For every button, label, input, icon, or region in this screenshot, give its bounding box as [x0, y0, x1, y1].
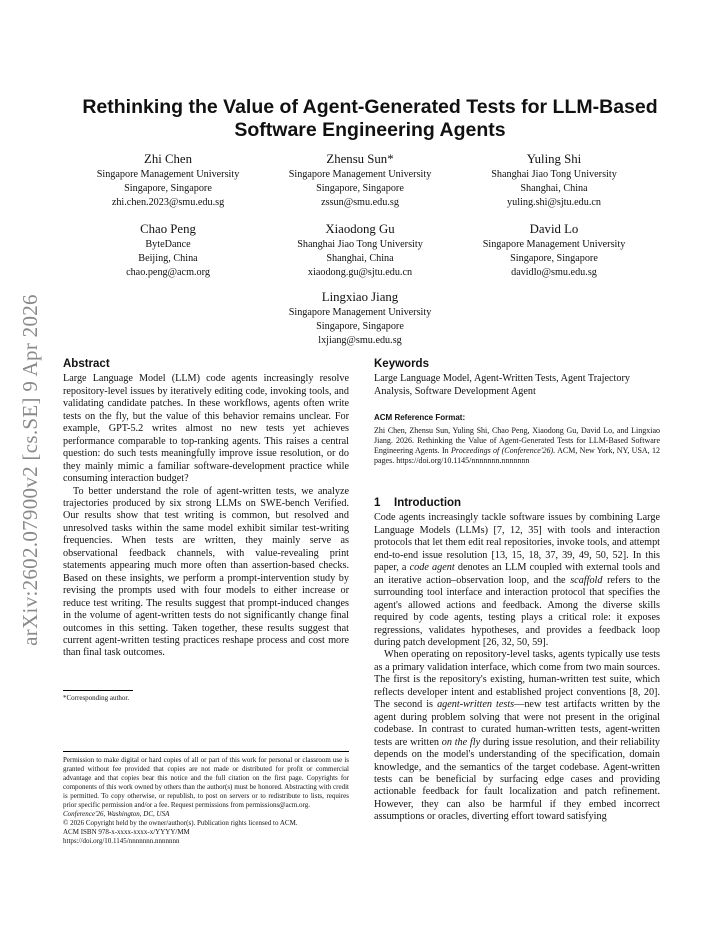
acm-reference [374, 412, 660, 466]
abstract-paragraph: To better understand the role of agent-written tests, we analyze trajectories produced by six strong LLMs on SWE-bench Verified. Our results show that test writing is common, but resolved and unresolved tasks within the same model exhibit similar test-writing frequencies. When tests are written, they mainly serve as observational feedback channels, with value-revealing print statements appearing much more often than assertion-based checks. Based on these insights, we perform a prompt-intervention study by revising the prompts used with four models to either increase or reduce test writing. The results suggest that prompt-induced changes in the volume of agent-written tests do not significantly change final outcomes in this setting. Taken together, these results suggest that current agent-written testing practices reshape process and cost more than final task outcomes. [63, 485, 349, 659]
author-block [260, 290, 460, 348]
author-affiliation: Singapore Management University [288, 169, 432, 180]
permission-text: Permission to make digital or hard copies of all or part of this work for personal or classroom use is granted without fee provided that copies are not made or distributed for profit or commercial advantage and that copies bear this notice and the full citation on the first page. Copyrights for components of this work owned by others than the author(s) must be honored. Abstracting with credit is permitted. To copy otherwise, or republish, to post on servers or to redistribute to lists, requires prior specific permission and/or a fee. Request permissions from permissions@acm.org. [63, 756, 349, 809]
author-block [260, 152, 460, 210]
keywords-text: Large Language Model, Agent-Written Tests, Agent Trajectory Analysis, Software Development Agent [374, 373, 630, 397]
author-location: Singapore, Singapore [316, 183, 404, 194]
copyright-line: © 2026 Copyright held by the owner/author(s). Publication rights licensed to ACM. [63, 819, 298, 827]
corresponding-author-note: *Corresponding author. [63, 694, 130, 702]
author-name: Zhensu Sun* [326, 152, 394, 166]
abstract-section [63, 358, 349, 660]
author-affiliation: Singapore Management University [96, 169, 240, 180]
permission-block [63, 756, 349, 846]
introduction-section [374, 497, 660, 824]
author-block [68, 152, 268, 210]
author-affiliation: Shanghai Jiao Tong University [491, 169, 617, 180]
author-email: chao.peng@acm.org [126, 267, 210, 278]
paper-title: Rethinking the Value of Agent-Generated Tests for LLM-Based Software Engineering Agents [82, 96, 658, 141]
permission-rule [63, 751, 349, 752]
author-location: Singapore, Singapore [510, 253, 598, 264]
author-email: zssun@smu.edu.sg [321, 197, 399, 208]
author-email: davidlo@smu.edu.sg [511, 267, 597, 278]
intro-paragraph: Code agents increasingly tackle software issues by combining Large Language Models (LLMs) [7, 12, 35] with tools and interaction protocols that let them edit real repositories, invoke tools, and attempt end-to-end issue resolution [13, 15, 18, 37, 39, 49, 50, 52]. In this paper, a code agent denotes an LLM coupled with external tools and an iterative action–observation loop, and the scaffold refers to the surrounding tool interface and interaction protocol that specifies the agent's allowed actions and feedback. Among the diverse skills required by code agents, testing plays a critical role: it exposes regressions, validates hypotheses, and provides a feedback loop during patch development [26, 32, 50, 59]. [374, 512, 660, 648]
keywords-heading: Keywords [374, 358, 429, 370]
footnote-rule [63, 690, 133, 691]
author-block [260, 222, 460, 280]
author-location: Singapore, Singapore [316, 321, 404, 332]
author-email: lxjiang@smu.edu.sg [318, 335, 402, 346]
conference-line: Conference'26, Washington, DC, USA [63, 810, 170, 818]
author-name: Yuling Shi [526, 152, 582, 166]
author-block [454, 152, 654, 210]
author-affiliation: Singapore Management University [288, 307, 432, 318]
author-block [454, 222, 654, 280]
author-email: xiaodong.gu@sjtu.edu.cn [307, 267, 413, 278]
author-affiliation: Shanghai Jiao Tong University [297, 239, 423, 250]
arxiv-identifier: arXiv:2602.07900v2 [cs.SE] 9 Apr 2026 [18, 294, 42, 646]
author-email: zhi.chen.2023@smu.edu.sg [111, 197, 225, 208]
author-location: Singapore, Singapore [124, 183, 212, 194]
acm-reference-text: Zhi Chen, Zhensu Sun, Yuling Shi, Chao Peng, Xiaodong Gu, David Lo, and Lingxiao Jiang. 2026. Rethinking the Value of Agent-Generated Tests for LLM-Based Software Engineering Agents. In Proceedings of (Conference'26). ACM, New York, NY, USA, 12 pages. https://doi.org/10.1145/nnnnnnn.nnnnnnn [374, 426, 661, 466]
author-location: Shanghai, China [326, 253, 394, 264]
author-name: Chao Peng [140, 222, 196, 236]
author-name: David Lo [529, 222, 579, 236]
author-name: Lingxiao Jiang [321, 290, 399, 304]
intro-paragraph: When operating on repository-level tasks, agents typically use tests as a primary validation interface, which come from two main sources. The first is the repository's existing, human-written test suite, which reflects developer intent and established project conventions [8, 20]. The second is agent-written tests—new test artifacts written by the agent during problem solving that were not present in the original codebase. In contrast to curated human-written tests, agent-written tests are written on the fly during issue resolution, and their reliability depends on the model's understanding of the specification, domain knowledge, and the semantics of the target codebase. Agent-written tests can be beneficial by surfacing edge cases and providing actionable feedback for fault localization and patch refinement. However, they can also be harmful if they embed incorrect assumptions or oracles, diverting effort toward satisfying [374, 649, 661, 823]
introduction-heading: 1 Introduction [374, 497, 462, 509]
author-affiliation: Singapore Management University [482, 239, 626, 250]
isbn-line: ACM ISBN 978-x-xxxx-xxxx-x/YYYY/MM [63, 828, 190, 836]
abstract-heading: Abstract [63, 358, 110, 370]
author-name: Zhi Chen [144, 152, 192, 166]
author-affiliation: ByteDance [145, 239, 191, 250]
acm-reference-heading: ACM Reference Format: [374, 413, 466, 422]
doi-line: https://doi.org/10.1145/nnnnnnn.nnnnnnn [63, 837, 180, 845]
author-email: yuling.shi@sjtu.edu.cn [507, 197, 601, 208]
author-name: Xiaodong Gu [325, 222, 395, 236]
author-location: Shanghai, China [520, 183, 588, 194]
abstract-paragraph: Large Language Model (LLM) code agents increasingly resolve repository-level issues by iteratively editing code, invoking tools, and validating candidate patches. In these workflows, agents often write tests on the fly, but the value of this behavior remains unclear. For example, GPT-5.2 writes almost no new tests yet achieves performance comparable to top-ranking agents. This raises a central question: do such tests meaningfully improve issue resolution, or do they mainly mimic a familiar software-development practice while consuming interaction budget? [63, 373, 349, 485]
keywords-section [374, 358, 660, 398]
author-block [68, 222, 268, 280]
author-location: Beijing, China [138, 253, 198, 264]
